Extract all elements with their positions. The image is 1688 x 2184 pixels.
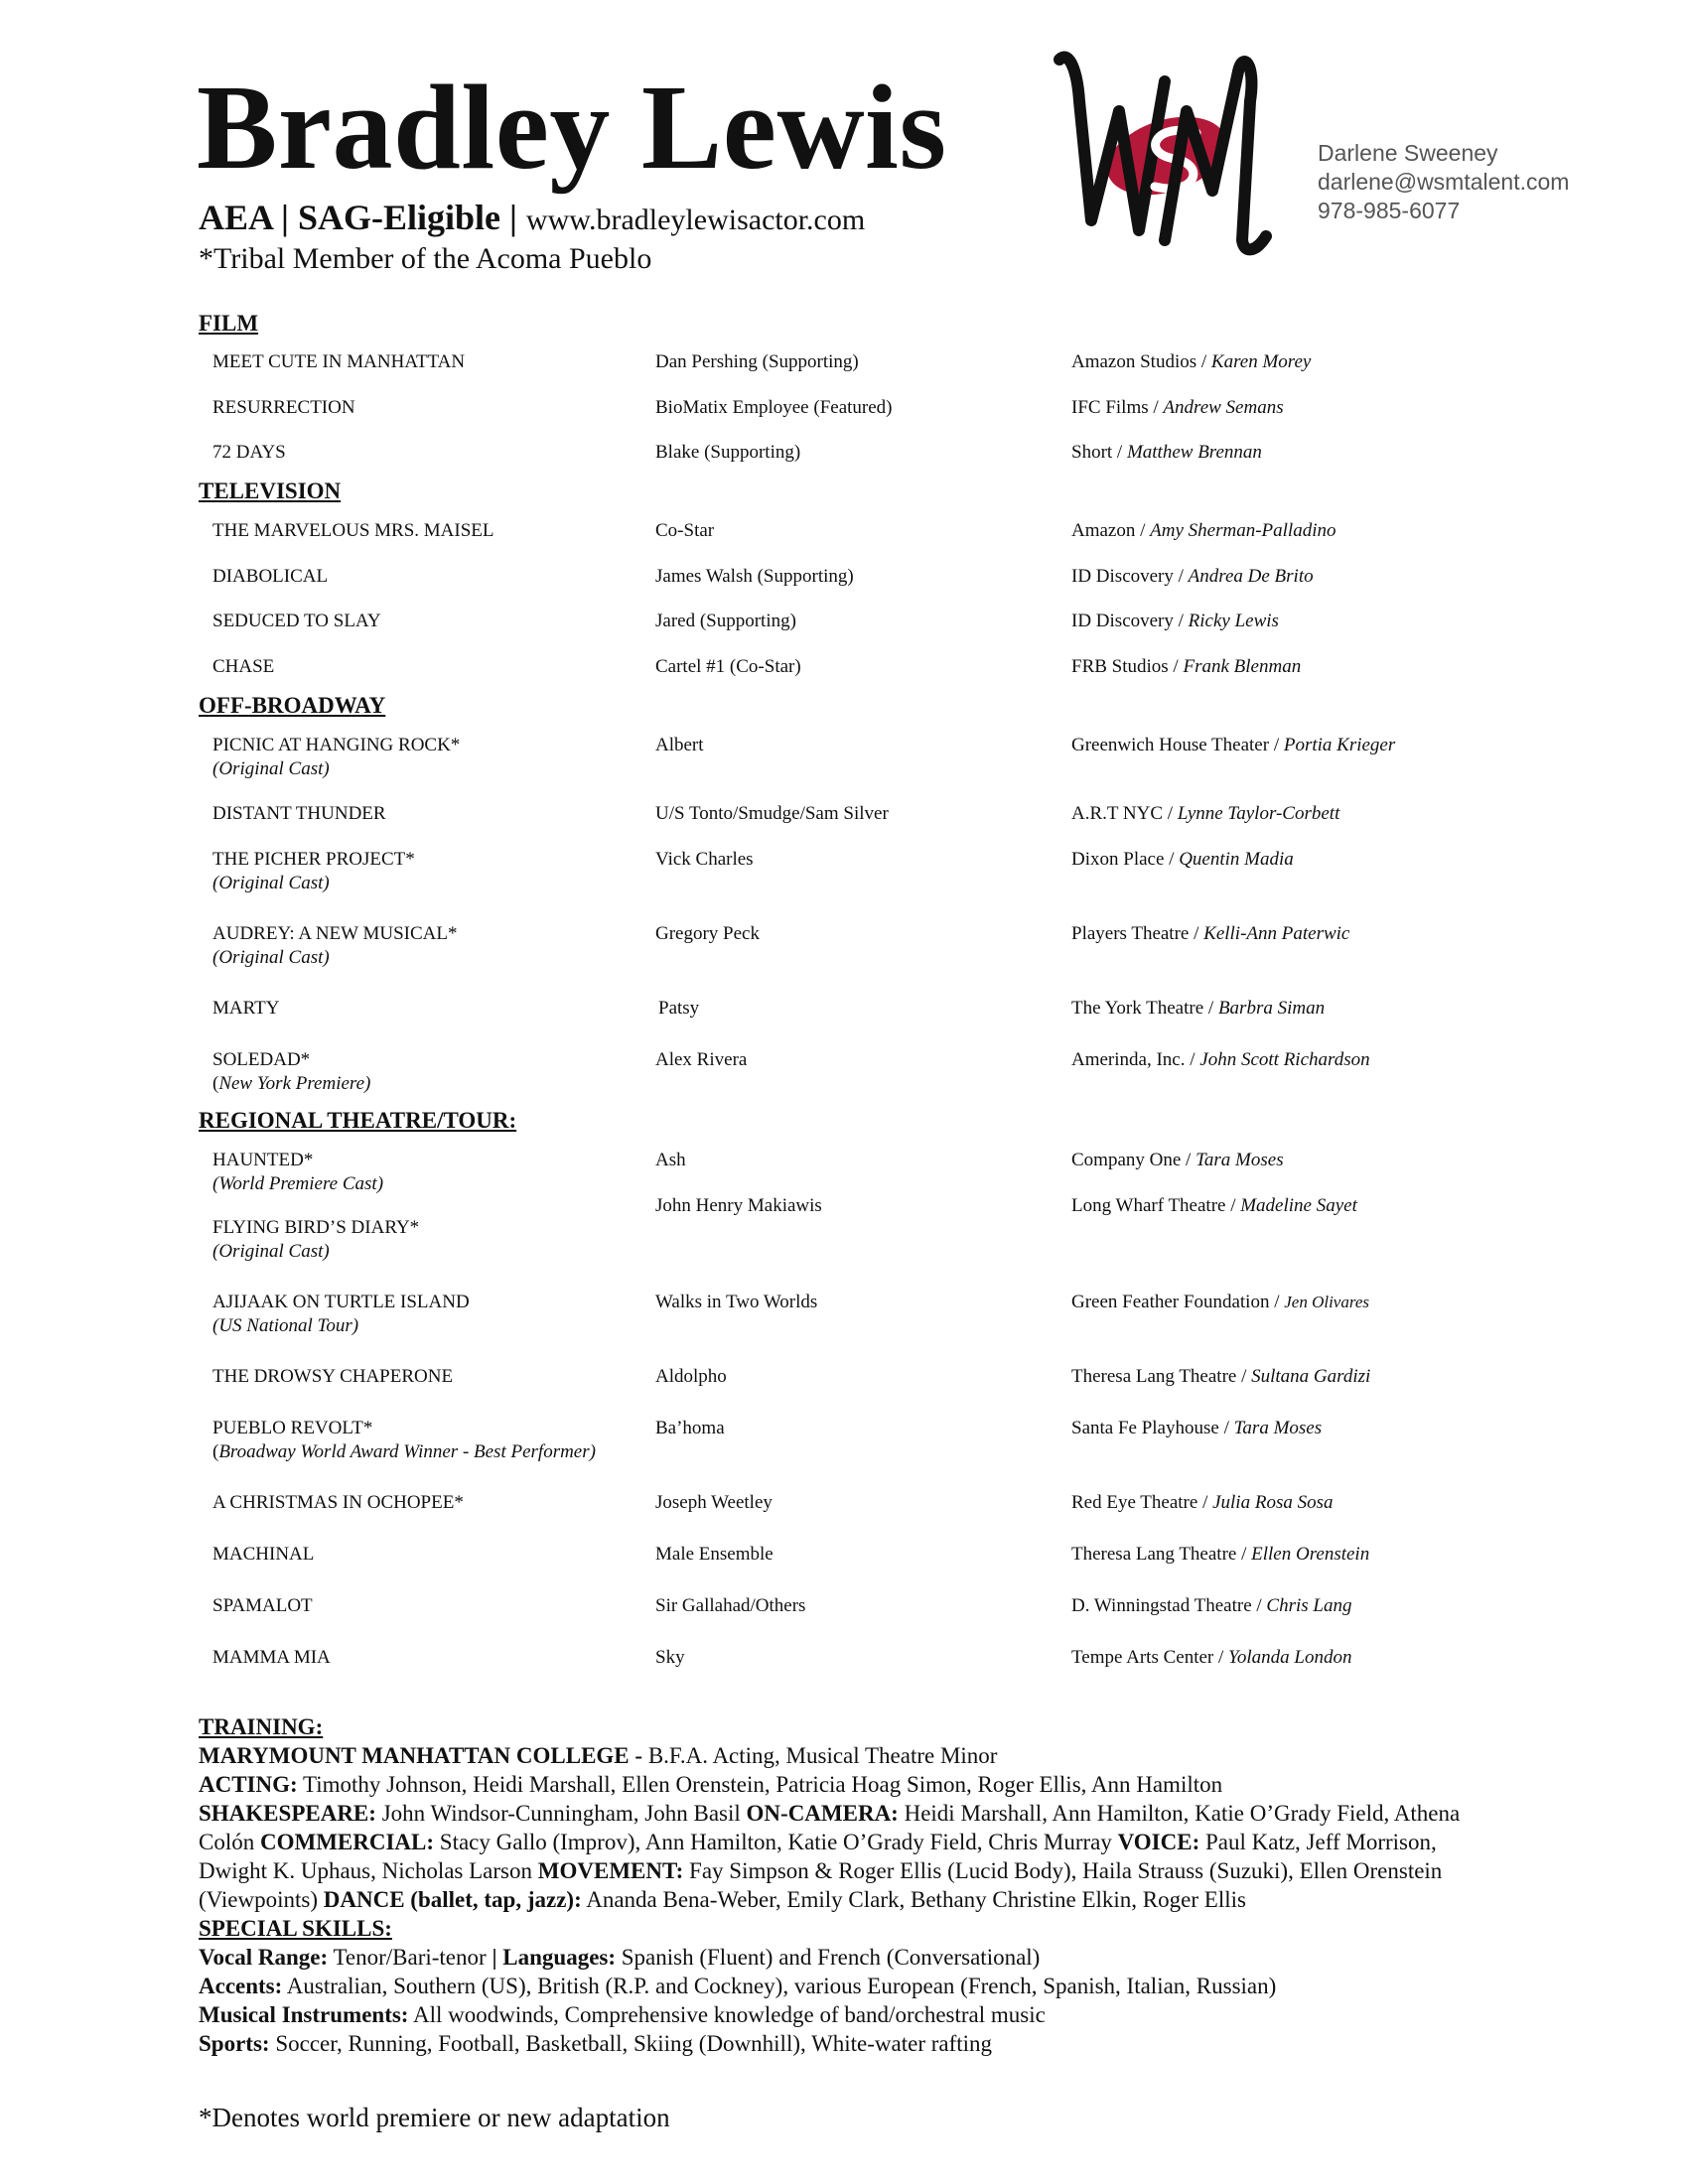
separator: | <box>508 198 517 237</box>
project-title: THE PICHER PROJECT* <box>212 849 415 870</box>
credit-company <box>1071 734 1508 757</box>
company-name: ID Discovery / <box>1071 611 1189 631</box>
unions: AEA | SAG-Eligible <box>199 198 500 237</box>
credit-project: A CHRISTMAS IN OCHOPEE* <box>212 1492 464 1513</box>
credit-project <box>212 1149 649 1196</box>
project-note: (US National Tour) <box>212 1315 359 1336</box>
note-paren: ( <box>212 1073 219 1094</box>
credit-role: Dan Pershing (Supporting) <box>655 351 859 372</box>
project-note: New York Premiere) <box>218 1073 371 1094</box>
training-text: B.F.A. Acting, Musical Theatre Minor <box>642 1743 998 1768</box>
agent-name: Darlene Sweeney <box>1318 140 1498 166</box>
logo-letter-w <box>1059 58 1165 230</box>
training-text: Heidi Marshall, Ann Hamilton, Katie O’Grady Field, Athena Colón <box>199 1801 1461 1854</box>
credit-role: Joseph Weetley <box>655 1492 773 1513</box>
credit-company <box>1071 1048 1508 1072</box>
credit-role: Cartel #1 (Co-Star) <box>655 656 801 677</box>
section-skills-title: SPECIAL SKILLS: <box>199 1916 392 1941</box>
skill-label: Sports: <box>199 2031 270 2056</box>
director-name: Amy Sherman-Palladino <box>1150 520 1336 541</box>
credit-project <box>212 1417 649 1464</box>
skill-text: Australian, Southern (US), British (R.P. and Cockney), various European (French, Spanish, Italian, Russian) <box>282 1974 1277 1998</box>
training-text: John Windsor-Cunningham, John Basil <box>375 1801 747 1826</box>
training-label: MOVEMENT: <box>537 1858 684 1883</box>
credit-role: Jared (Supporting) <box>655 611 796 631</box>
training-label: DANCE (ballet, tap, jazz): <box>323 1887 582 1912</box>
note-paren: ( <box>212 1441 219 1462</box>
project-title: AJIJAAK ON TURTLE ISLAND <box>212 1292 470 1312</box>
credit-company <box>1071 441 1508 465</box>
project-note: Broadway World Award Winner - Best Performer) <box>218 1441 596 1462</box>
credit-role: Gregory Peck <box>655 923 760 944</box>
training-text: Fay Simpson & Roger Ellis (Lucid Body), Haila Strauss (Suzuki), Ellen Orenstein (Viewpoints) <box>199 1858 1443 1912</box>
credit-project: DIABOLICAL <box>212 566 329 587</box>
credit-company <box>1071 655 1508 679</box>
project-title: PUEBLO REVOLT* <box>212 1418 373 1438</box>
director-name: Tara Moses <box>1196 1150 1284 1170</box>
director-name: Kelli-Ann Paterwic <box>1203 923 1350 944</box>
credit-project: MACHINAL <box>212 1544 315 1565</box>
skill-separator: | <box>492 1945 497 1970</box>
credit-project: MEET CUTE IN MANHATTAN <box>212 351 466 372</box>
skill-label: Languages: <box>496 1945 617 1970</box>
company-name: Amazon / <box>1071 520 1151 541</box>
credit-role: Sky <box>655 1647 685 1668</box>
training-text: Stacy Gallo (Improv), Ann Hamilton, Katie O’Grady Field, Chris Murray <box>434 1830 1118 1854</box>
skill-text: Soccer, Running, Football, Basketball, Skiing (Downhill), White-water rafting <box>269 2031 993 2056</box>
credit-project <box>212 734 649 781</box>
credit-project: MAMMA MIA <box>212 1647 331 1668</box>
director-name: Jen Olivares <box>1284 1293 1369 1311</box>
company-name: Long Wharf Theatre / <box>1071 1195 1241 1216</box>
company-name: Theresa Lang Theatre / <box>1071 1544 1252 1565</box>
footer-note: *Denotes world premiere or new adaptation <box>199 2103 670 2132</box>
credit-company <box>1071 610 1508 633</box>
credit-role: Blake (Supporting) <box>655 442 801 463</box>
training-section <box>199 1712 1509 2058</box>
training-text: Paul Katz, Jeff Morrison, Dwight K. Uphaus, Nicholas Larson <box>199 1830 1437 1883</box>
company-name: Dixon Place / <box>1071 849 1180 870</box>
credit-project: RESURRECTION <box>212 397 355 418</box>
agent-contact <box>1318 139 1569 225</box>
director-name: Andrea De Brito <box>1188 566 1314 587</box>
company-name: ID Discovery / <box>1071 566 1189 587</box>
section-training-title: TRAINING: <box>199 1714 324 1739</box>
skill-label: Accents: <box>199 1974 283 1998</box>
credit-role: BioMatix Employee (Featured) <box>655 397 893 418</box>
director-name: Portia Krieger <box>1283 735 1396 755</box>
credit-role: Male Ensemble <box>655 1544 774 1565</box>
skill-label: Vocal Range: <box>199 1945 329 1970</box>
director-name: Ellen Orenstein <box>1251 1544 1370 1565</box>
credit-company <box>1071 1149 1508 1172</box>
skills-vocal <box>199 1943 1509 1972</box>
section-film-title: FILM <box>199 311 259 336</box>
company-name: Amazon Studios / <box>1071 351 1211 372</box>
director-name: Quentin Madia <box>1179 849 1294 870</box>
director-name: Tara Moses <box>1233 1418 1323 1438</box>
section-regional-title: REGIONAL THEATRE/TOUR: <box>199 1108 517 1133</box>
training-label: ACTING: <box>199 1772 298 1797</box>
training-label: VOICE: <box>1117 1830 1200 1854</box>
director-name: John Scott Richardson <box>1199 1049 1370 1070</box>
training-label: COMMERCIAL: <box>259 1830 435 1854</box>
company-name: Amerinda, Inc. / <box>1071 1049 1200 1070</box>
section-television-title: TELEVISION <box>199 478 342 503</box>
credit-project: THE DROWSY CHAPERONE <box>212 1366 454 1387</box>
skills-accents <box>199 1972 1509 2000</box>
director-name: Barbra Siman <box>1217 998 1326 1019</box>
skill-text: Spanish (Fluent) and French (Conversational) <box>616 1945 1041 1970</box>
director-name: Lynne Taylor-Corbett <box>1177 803 1340 824</box>
credit-role: Ba’homa <box>655 1418 725 1438</box>
credit-project: THE MARVELOUS MRS. MAISEL <box>212 520 494 541</box>
skill-label: Musical Instruments: <box>199 2002 409 2027</box>
director-name: Yolanda London <box>1228 1647 1352 1668</box>
training-college <box>199 1741 1509 1770</box>
credit-company <box>1071 1594 1508 1618</box>
company-name: Red Eye Theatre / <box>1071 1492 1213 1513</box>
skill-text: Tenor/Bari-tenor <box>328 1945 492 1970</box>
company-name: Tempe Arts Center / <box>1071 1647 1229 1668</box>
skills-instruments <box>199 2000 1509 2029</box>
credit-project: SPAMALOT <box>212 1595 313 1616</box>
project-title: FLYING BIRD’S DIARY* <box>212 1217 420 1238</box>
agent-phone[interactable]: 978-985-6077 <box>1318 198 1461 223</box>
credit-project: CHASE <box>212 656 275 677</box>
credit-role: James Walsh (Supporting) <box>655 566 854 587</box>
project-note: (Original Cast) <box>212 1241 330 1262</box>
director-name: Madeline Sayet <box>1240 1195 1357 1216</box>
training-label: SHAKESPEARE: <box>199 1801 376 1826</box>
project-title: HAUNTED* <box>212 1150 314 1170</box>
credentials-line <box>199 199 865 238</box>
credit-company <box>1071 396 1508 420</box>
training-label: ON-CAMERA: <box>746 1801 899 1826</box>
credit-company <box>1071 1646 1508 1670</box>
credit-role: U/S Tonto/Smudge/Sam Silver <box>655 803 889 824</box>
project-title: PICNIC AT HANGING ROCK* <box>212 735 461 755</box>
project-title: AUDREY: A NEW MUSICAL* <box>212 923 458 944</box>
project-note: (Original Cast) <box>212 873 330 893</box>
project-title: SOLEDAD* <box>212 1049 311 1070</box>
credit-company <box>1071 1417 1508 1440</box>
credit-company <box>1071 1365 1508 1389</box>
company-name: Greenwich House Theater / <box>1071 735 1284 755</box>
company-name: IFC Films / <box>1071 397 1164 418</box>
credit-role: Albert <box>655 735 704 755</box>
credit-project: DISTANT THUNDER <box>212 803 386 824</box>
credit-company <box>1071 997 1508 1021</box>
section-offbroadway-title: OFF-BROADWAY <box>199 693 386 718</box>
credit-company <box>1071 1491 1508 1515</box>
agency-logo <box>1048 42 1286 260</box>
director-name: Julia Rosa Sosa <box>1212 1492 1334 1513</box>
company-name: FRB Studios / <box>1071 656 1184 677</box>
director-name: Karen Morey <box>1210 351 1312 372</box>
credit-company <box>1071 565 1508 589</box>
director-name: Matthew Brennan <box>1126 442 1262 463</box>
credit-role: Ash <box>655 1150 686 1170</box>
credit-role: Alex Rivera <box>655 1049 748 1070</box>
training-acting <box>199 1770 1509 1799</box>
director-name: Andrew Semans <box>1163 397 1284 418</box>
credit-project <box>212 1291 649 1338</box>
credit-company <box>1071 802 1508 826</box>
credit-project: 72 DAYS <box>212 442 286 463</box>
credit-company <box>1071 1543 1508 1567</box>
credit-role: Sir Gallahad/Others <box>655 1595 806 1616</box>
credit-company <box>1071 848 1508 872</box>
company-name: Theresa Lang Theatre / <box>1071 1366 1252 1387</box>
credit-project <box>212 1048 649 1096</box>
credit-role: Patsy <box>658 998 700 1019</box>
credit-company <box>1071 1291 1508 1314</box>
credit-role: Co-Star <box>655 520 715 541</box>
credit-company <box>1071 350 1508 374</box>
company-name: Santa Fe Playhouse / <box>1071 1418 1234 1438</box>
company-name: Company One / <box>1071 1150 1196 1170</box>
director-name: Chris Lang <box>1266 1595 1352 1616</box>
company-name: Short / <box>1071 442 1127 463</box>
training-label: MARYMOUNT MANHATTAN COLLEGE - <box>199 1743 643 1768</box>
director-name: Ricky Lewis <box>1188 611 1279 631</box>
tribal-membership: *Tribal Member of the Acoma Pueblo <box>199 242 652 275</box>
agent-email[interactable]: darlene@wsmtalent.com <box>1318 169 1570 195</box>
credit-role: Aldolpho <box>655 1366 727 1387</box>
training-details <box>199 1799 1509 1914</box>
website-link[interactable]: www.bradleylewisactor.com <box>525 204 866 236</box>
company-name: A.R.T NYC / <box>1071 803 1178 824</box>
training-text: Timothy Johnson, Heidi Marshall, Ellen Orenstein, Patricia Hoag Simon, Roger Ellis, Ann Hamilton <box>297 1772 1223 1797</box>
credit-role: Walks in Two Worlds <box>655 1292 818 1312</box>
company-name: The York Theatre / <box>1071 998 1218 1019</box>
company-name: D. Winningstad Theatre / <box>1071 1595 1267 1616</box>
credit-company <box>1071 519 1508 543</box>
company-name: Players Theatre / <box>1071 923 1204 944</box>
credit-project: SEDUCED TO SLAY <box>212 611 381 631</box>
director-name: Frank Blenman <box>1183 656 1302 677</box>
director-name: Sultana Gardizi <box>1251 1366 1371 1387</box>
training-text: Ananda Bena-Weber, Emily Clark, Bethany Christine Elkin, Roger Ellis <box>581 1887 1246 1912</box>
project-note: (World Premiere Cast) <box>212 1173 384 1194</box>
credit-company <box>1071 1194 1508 1218</box>
company-name: Green Feather Foundation / <box>1071 1292 1285 1312</box>
credit-company <box>1071 922 1508 946</box>
skills-sports <box>199 2029 1509 2058</box>
logo-text: WSM <box>1048 42 1051 43</box>
credit-role: John Henry Makiawis <box>655 1195 822 1216</box>
actor-name: Bradley Lewis <box>197 61 947 195</box>
credit-project: MARTY <box>212 998 280 1019</box>
credit-role: Vick Charles <box>655 849 754 870</box>
logo-letter-m <box>1165 62 1266 249</box>
project-note: (Original Cast) <box>212 947 330 968</box>
credit-project <box>212 848 649 895</box>
skill-text: All woodwinds, Comprehensive knowledge of band/orchestral music <box>408 2002 1046 2027</box>
credit-project <box>212 1216 649 1264</box>
project-note: (Original Cast) <box>212 758 330 779</box>
credit-project <box>212 922 649 970</box>
